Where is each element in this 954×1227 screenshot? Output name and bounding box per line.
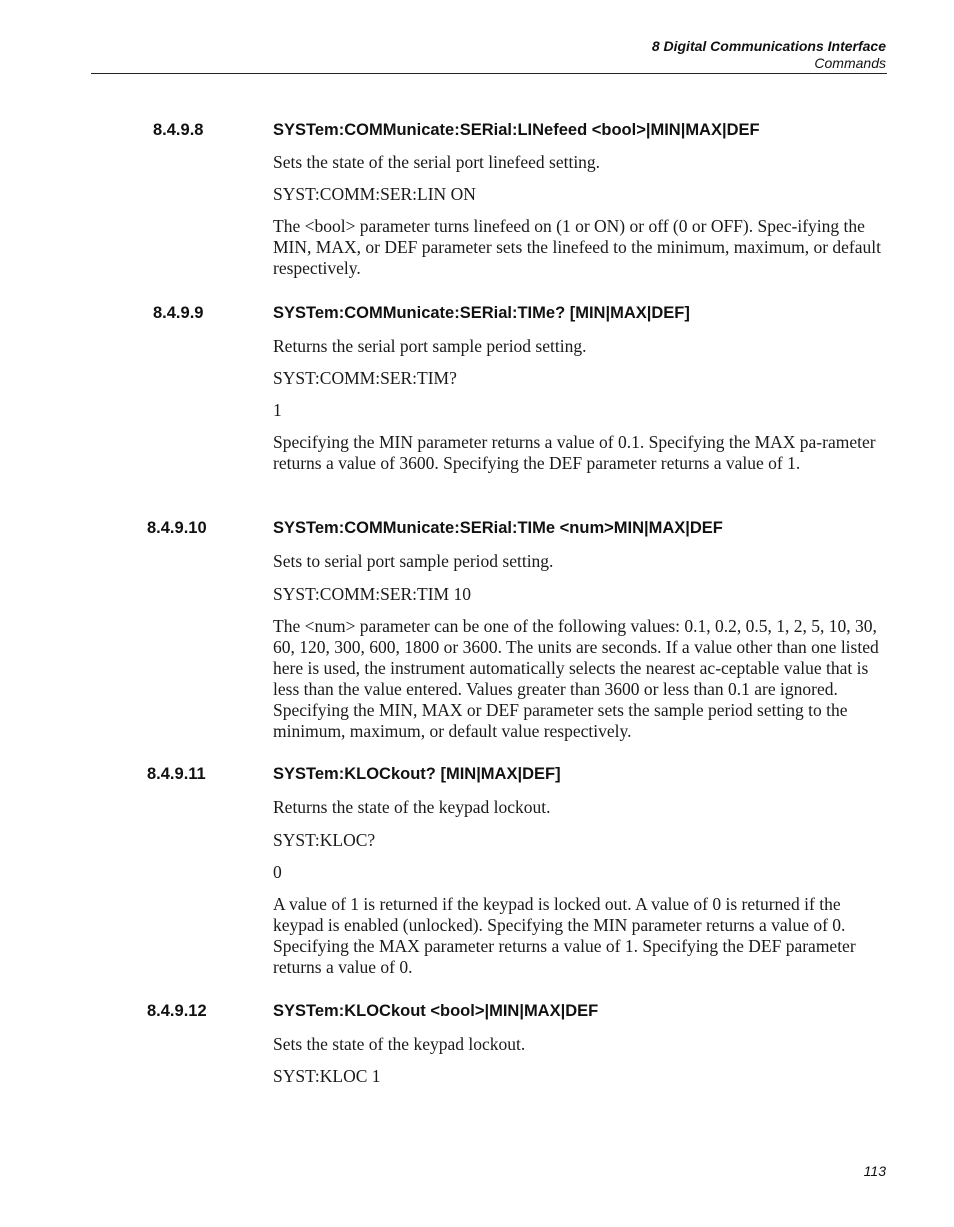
section-title: SYSTem:KLOCkout <bool>|MIN|MAX|DEF	[273, 1002, 599, 1020]
section-number: 8.4.9.9	[153, 304, 204, 322]
command-example: SYST:COMM:SER:TIM 10	[273, 584, 471, 604]
paragraph: A value of 1 is returned if the keypad is locked out. A value of 0 is returned if the keypad is enabled (unlocked). Specifying the MIN parameter returns a value of 0. Specifying the MAX parameter returns a value of 1. Specifying the DEF parameter returns a value of 0.	[273, 894, 856, 977]
section-number: 8.4.9.12	[147, 1002, 207, 1020]
command-example: SYST:KLOC?	[273, 830, 376, 850]
section-title: SYSTem:COMMunicate:SERial:LINefeed <bool>|MIN|MAX|DEF	[273, 121, 760, 139]
page-number: 113	[863, 1163, 886, 1179]
command-example: SYST:COMM:SER:TIM?	[273, 368, 457, 388]
paragraph: Returns the serial port sample period setting.	[273, 336, 587, 356]
running-header	[652, 38, 886, 72]
paragraph: Sets the state of the keypad lockout.	[273, 1034, 526, 1054]
section-title: SYSTem:COMMunicate:SERial:TIMe <num>MIN|MAX|DEF	[273, 519, 723, 537]
section-number: 8.4.9.11	[147, 765, 206, 783]
paragraph: The <bool> parameter turns linefeed on (1 or ON) or off (0 or OFF). Spec-ifying the MIN, MAX, or DEF parameter sets the linefeed to the minimum, maximum, or default respectively.	[273, 216, 881, 278]
paragraph: Returns the state of the keypad lockout.	[273, 797, 551, 817]
command-example: SYST:COMM:SER:LIN ON	[273, 184, 476, 204]
section-number: 8.4.9.10	[147, 519, 207, 537]
header-chapter: 8 Digital Communications Interface	[651, 38, 886, 54]
header-rule	[91, 73, 887, 74]
paragraph: Specifying the MIN parameter returns a value of 0.1. Specifying the MAX pa-rameter returns a value of 3600. Specifying the DEF parameter returns a value of 1.	[273, 432, 876, 473]
command-example: SYST:KLOC 1	[273, 1066, 381, 1086]
paragraph: The <num> parameter can be one of the following values: 0.1, 0.2, 0.5, 1, 2, 5, 10, 30, 60, 120, 300, 600, 1800 or 3600. The units are seconds. If a value other than one listed here is used, the instrument automatically selects the nearest ac-ceptable value that is less than the value entered. Values greater than 3600 or less than 0.1 are ignored. Specifying the MIN, MAX or DEF parameter sets the sample period setting to the minimum, maximum, or default value respectively.	[273, 616, 879, 741]
response-example: 0	[273, 862, 282, 882]
header-section: Commands	[814, 55, 886, 71]
section-title: SYSTem:KLOCkout? [MIN|MAX|DEF]	[273, 765, 561, 783]
section-title: SYSTem:COMMunicate:SERial:TIMe? [MIN|MAX|DEF]	[273, 304, 690, 322]
paragraph: Sets the state of the serial port linefeed setting.	[273, 152, 601, 172]
paragraph: Sets to serial port sample period setting.	[273, 551, 554, 571]
section-number: 8.4.9.8	[153, 121, 204, 139]
response-example: 1	[273, 400, 282, 420]
